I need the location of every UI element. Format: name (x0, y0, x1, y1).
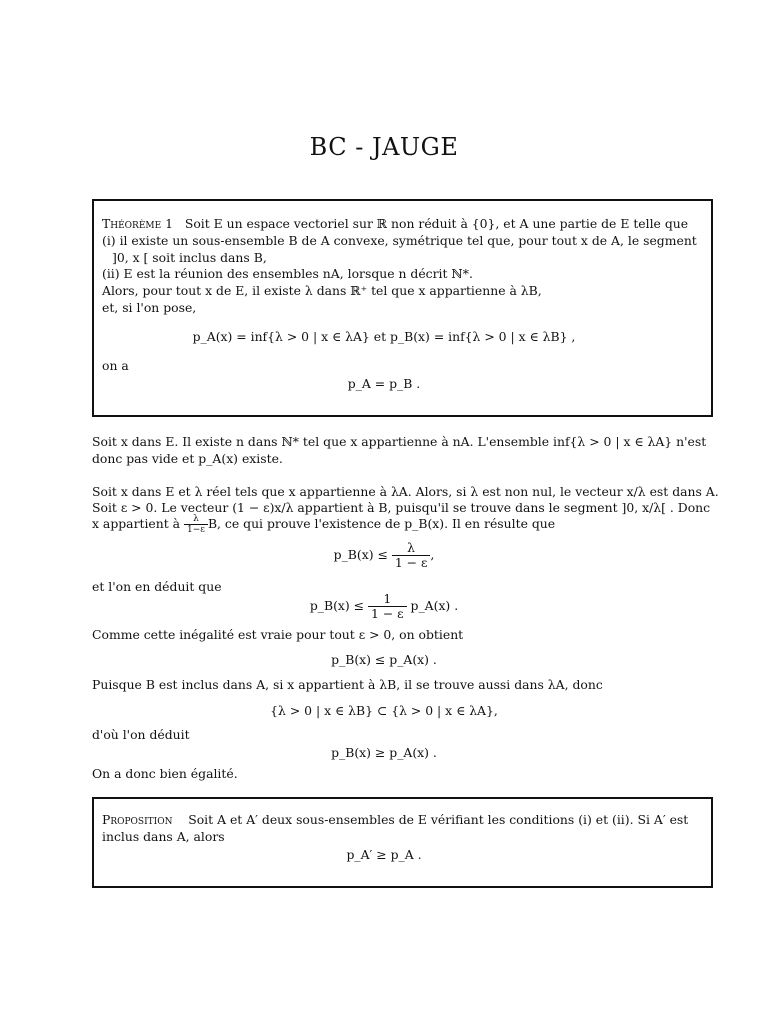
theorem-line-3: ]0, x [ soit inclus dans B, (112, 250, 267, 265)
theorem-line-6: et, si l'on pose, (102, 300, 197, 315)
theorem-line-1 (102, 216, 688, 232)
proof-para2-line1: Soit x dans E et λ réel tels que x appartienne à λA. Alors, si λ est non nul, le vecteur x/λ est dans A. (92, 484, 719, 499)
inequality-1-left: p_B(x) ≤ (333, 547, 388, 562)
inequality-2-fraction (368, 592, 407, 621)
inequality-2-right: p_A(x) . (410, 598, 459, 613)
text-puisque: Puisque B est inclus dans A, si x appartient à λB, il se trouve aussi dans λA, donc (92, 677, 603, 692)
theorem-heading: Théorème 1 (102, 216, 174, 231)
proposition-heading: Proposition (102, 812, 173, 827)
inequality-1-end: , (430, 547, 435, 562)
inequality-1-fraction (392, 541, 431, 570)
theorem-line-4: (ii) E est la réunion des ensembles nA, lorsque n décrit ℕ*. (102, 266, 473, 281)
proof-para1-line2: donc pas vide et p_A(x) existe. (92, 451, 283, 466)
inequality-1-numerator: λ (392, 541, 431, 556)
proof-para2-line3-end: B, ce qui prouve l'existence de p_B(x). Il en résulte que (207, 516, 556, 531)
theorem-result: p_A = p_B . (347, 376, 421, 391)
inequality-2-left: p_B(x) ≤ (309, 598, 365, 613)
page-title: BC - JAUGE (309, 133, 459, 161)
inclusion: {λ > 0 | x ∈ λB} ⊂ {λ > 0 | x ∈ λA}, (270, 703, 498, 718)
theorem-line-2: (i) il existe un sous-ensemble B de A convexe, symétrique tel que, pour tout x de A, le segment (102, 233, 697, 248)
text-dou: d'où l'on déduit (92, 727, 190, 742)
fraction-numerator: λ (184, 514, 208, 525)
inequality-2-numerator: 1 (368, 592, 407, 607)
inequality-2 (0, 592, 768, 621)
theorem-on-a: on a (102, 358, 129, 373)
inequality-1 (0, 541, 768, 570)
proposition-line-1 (102, 812, 688, 828)
proof-para1-line1: Soit x dans E. Il existe n dans ℕ* tel que x appartienne à nA. L'ensemble inf{λ > 0 | x ∈ λA} n'est (92, 434, 707, 449)
proof-para2-line3-start: x appartient à (92, 516, 181, 531)
theorem-statement: Soit E un espace vectoriel sur ℝ non réduit à {0}, et A une partie de E telle que (184, 216, 689, 231)
text-conclusion: On a donc bien égalité. (92, 766, 238, 781)
theorem-formula: p_A(x) = inf{λ > 0 | x ∈ λA} et p_B(x) = inf{λ > 0 | x ∈ λB} , (192, 329, 576, 344)
inequality-1-denominator: 1 − ε (394, 555, 428, 570)
text-deduit: et l'on en déduit que (92, 579, 222, 594)
theorem-line-5: Alors, pour tout x de E, il existe λ dans ℝ⁺ tel que x appartienne à λB, (102, 283, 542, 298)
proposition-line-2: inclus dans A, alors (102, 829, 225, 844)
proof-para2-line2: Soit ε > 0. Le vecteur (1 − ε)x/λ appartient à B, puisqu'il se trouve dans le segment ]0, x/λ[ . Donc (92, 500, 711, 515)
inequality-2-denominator: 1 − ε (371, 606, 404, 621)
inequality-4: p_B(x) ≥ p_A(x) . (331, 745, 437, 760)
fraction-lambda-over-1-minus-eps (184, 514, 208, 535)
inequality-3: p_B(x) ≤ p_A(x) . (331, 652, 437, 667)
proposition-result: p_A′ ≥ p_A . (346, 847, 422, 862)
proposition-statement: Soit A et A′ deux sous-ensembles de E vérifiant les conditions (i) et (ii). Si A′ est (188, 812, 689, 827)
proof-para2-line3 (92, 514, 555, 535)
text-comme: Comme cette inégalité est vraie pour tout ε > 0, on obtient (92, 627, 464, 642)
fraction-denominator: 1−ε (187, 525, 205, 535)
